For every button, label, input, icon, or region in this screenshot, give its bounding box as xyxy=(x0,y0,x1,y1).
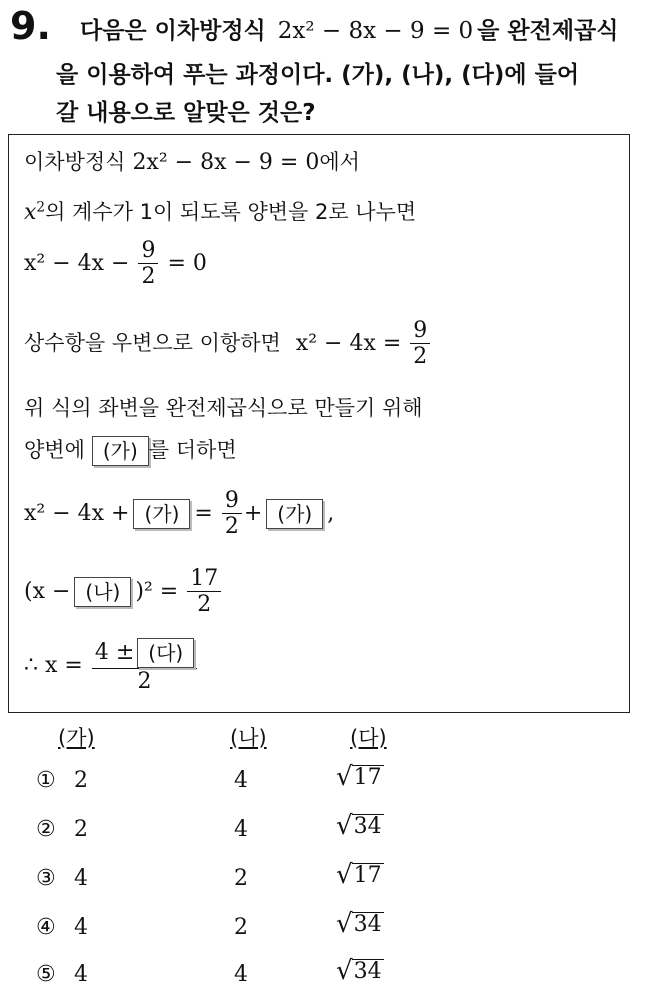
choice-row-1[interactable] xyxy=(36,762,382,793)
box-line-1 xyxy=(24,146,360,176)
blank-ga: (가) xyxy=(133,499,190,529)
choice-na: 4 xyxy=(234,817,248,842)
column-header-na: (나) xyxy=(230,726,267,750)
fraction-numerator: 9 xyxy=(138,238,158,264)
box-line-3-lhs: x² − 4x − xyxy=(24,250,130,276)
question-line-3: 갈 내용으로 알맞은 것은? xyxy=(56,100,316,126)
fraction-numerator: 17 xyxy=(187,566,221,592)
sqrt-icon: √ xyxy=(336,860,353,890)
blank-ga: (가) xyxy=(92,436,149,466)
box-line-3 xyxy=(24,238,207,290)
box-line-4-math: x² − 4x = xyxy=(295,330,402,356)
sqrt-icon: √ xyxy=(336,956,353,986)
box-line-1-math: 2x² − 8x − 9 = 0 xyxy=(132,150,320,175)
fraction-9-2 xyxy=(222,488,242,540)
choice-da xyxy=(336,813,384,839)
choice-ga: 4 xyxy=(74,915,88,940)
choice-marker: ② xyxy=(36,817,56,842)
choice-na: 4 xyxy=(234,962,248,987)
choice-row-5[interactable] xyxy=(36,956,382,987)
question-line-1 xyxy=(80,12,619,45)
box-line-9 xyxy=(24,638,199,694)
column-header-da: (다) xyxy=(350,726,387,750)
choice-na: 2 xyxy=(234,915,248,940)
sqrt-radicand: 34 xyxy=(353,813,382,839)
choice-row-3[interactable] xyxy=(36,860,382,891)
sqrt-icon: √ xyxy=(336,762,353,792)
box-line-5-text: 위 식의 좌변을 완전제곱식으로 만들기 위해 xyxy=(24,396,423,420)
exponent: 2 xyxy=(36,199,46,216)
question-line-2: 을 이용하여 푸는 과정이다. (가), (나), (다)에 들어 xyxy=(56,62,580,88)
box-line-2 xyxy=(24,196,416,226)
choice-marker: ③ xyxy=(36,866,56,891)
question-text-1: 다음은 이차방정식 xyxy=(80,18,266,44)
choice-row-4[interactable] xyxy=(36,909,382,940)
box-line-8 xyxy=(24,566,223,618)
sqrt-radicand: 17 xyxy=(353,764,382,790)
choice-ga: 4 xyxy=(74,866,88,891)
box-line-8-close: )² = xyxy=(135,578,179,604)
fraction-denominator: 2 xyxy=(141,264,156,290)
choice-marker: ④ xyxy=(36,915,56,940)
sqrt-radicand: 34 xyxy=(353,911,382,937)
fraction-9-2 xyxy=(410,318,430,370)
box-line-6-a: 양변에 xyxy=(24,438,85,462)
fraction-numerator xyxy=(92,638,197,669)
comma: , xyxy=(327,500,335,526)
question-number: 9. xyxy=(10,4,51,48)
box-line-4-kr: 상수항을 우변으로 이항하면 xyxy=(24,330,281,355)
box-line-4 xyxy=(24,318,432,370)
box-line-3-rhs: = 0 xyxy=(167,250,207,276)
choice-row-2[interactable] xyxy=(36,811,382,842)
box-line-6-b: 를 더하면 xyxy=(148,438,237,462)
fraction-denominator: 2 xyxy=(197,592,212,618)
choice-ga: 2 xyxy=(74,817,88,842)
choice-marker: ① xyxy=(36,768,56,793)
choice-na: 4 xyxy=(234,768,248,793)
choice-da xyxy=(336,764,384,790)
fraction-denominator: 2 xyxy=(224,514,239,540)
sqrt-radicand: 34 xyxy=(353,958,382,984)
fraction-numerator: 9 xyxy=(410,318,430,344)
fraction-denominator: 2 xyxy=(137,669,152,694)
fraction-denominator: 2 xyxy=(413,344,428,370)
box-line-5 xyxy=(24,392,423,422)
sqrt-icon: √ xyxy=(336,811,353,841)
box-line-7 xyxy=(24,488,334,540)
box-line-8-open: (x − xyxy=(24,578,71,604)
sqrt-radicand: 17 xyxy=(353,862,382,888)
x-variable: x xyxy=(24,200,37,225)
box-line-6 xyxy=(24,434,237,466)
equals-sign: = xyxy=(194,500,213,526)
choice-na: 2 xyxy=(234,866,248,891)
choice-da xyxy=(336,958,384,984)
box-line-1-kr: 이차방정식 xyxy=(24,150,126,174)
blank-da: (다) xyxy=(137,638,194,668)
fraction-solution xyxy=(92,638,197,694)
column-header-ga: (가) xyxy=(58,726,95,750)
choice-marker: ⑤ xyxy=(36,962,56,987)
choice-ga: 4 xyxy=(74,962,88,987)
numerator-prefix: 4 ± xyxy=(94,640,135,665)
choice-ga: 2 xyxy=(74,768,88,793)
question-text-2: 을 완전제곱식 xyxy=(477,18,619,44)
box-line-1-tail: 에서 xyxy=(319,150,360,174)
plus-sign: + xyxy=(243,500,263,526)
box-line-2-text: 의 계수가 1이 되도록 양변을 2로 나누면 xyxy=(45,200,417,224)
choice-da xyxy=(336,862,384,888)
fraction-9-2 xyxy=(138,238,158,290)
fraction-17-2 xyxy=(187,566,221,618)
blank-ga: (가) xyxy=(266,499,323,529)
box-line-9-therefore: ∴ x = xyxy=(24,653,83,679)
blank-na: (나) xyxy=(74,577,131,607)
box-line-7-lhs: x² − 4x + xyxy=(24,500,130,526)
sqrt-icon: √ xyxy=(336,909,353,939)
question-equation: 2x² − 8x − 9 = 0 xyxy=(277,18,474,44)
fraction-numerator: 9 xyxy=(222,488,242,514)
choice-da xyxy=(336,911,384,937)
